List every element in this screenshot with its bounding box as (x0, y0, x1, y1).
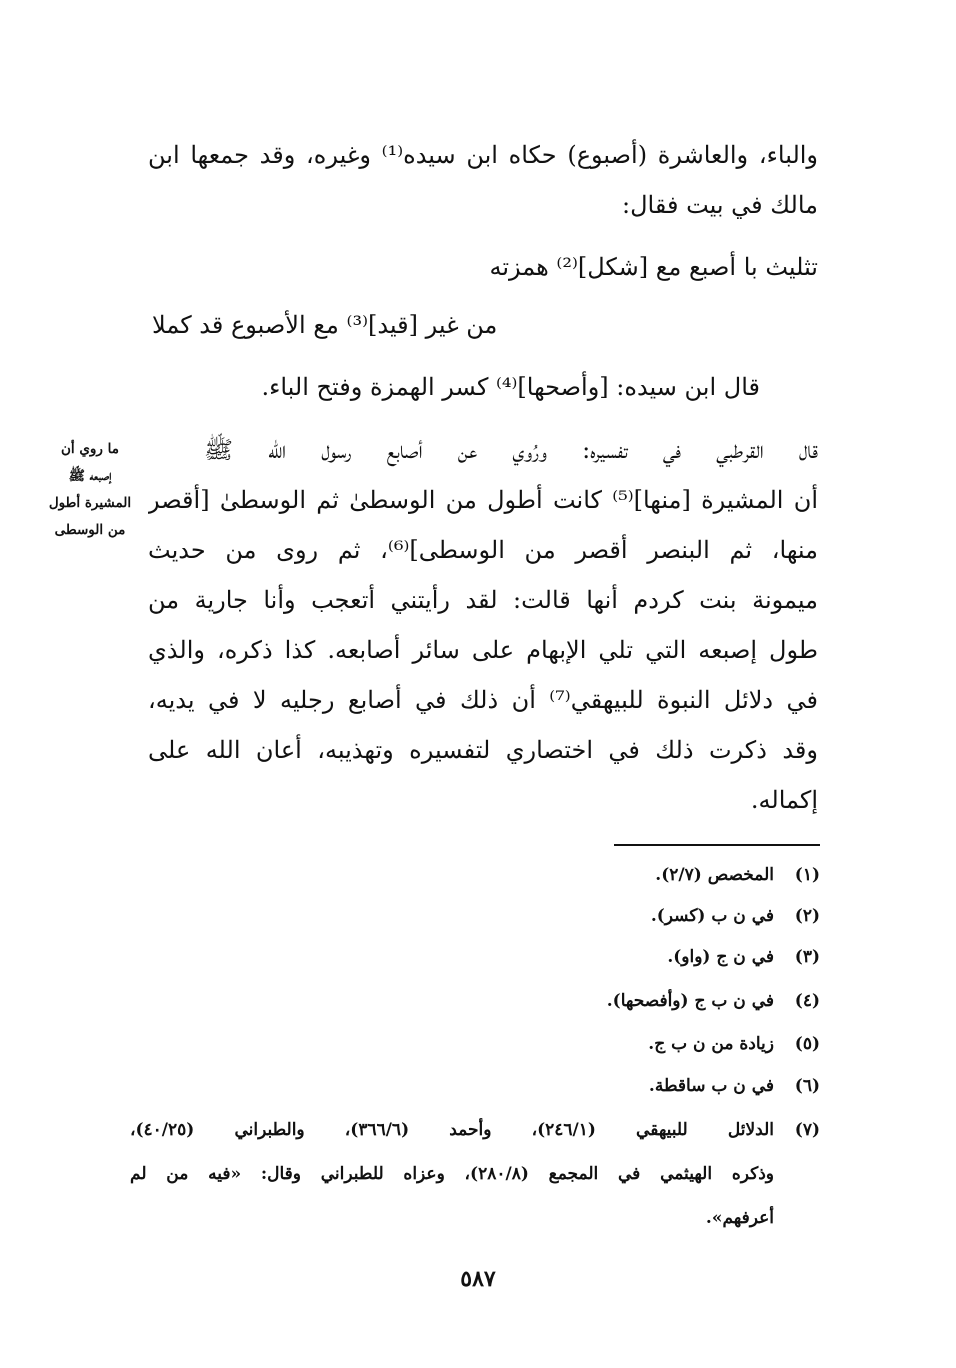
body-line: منها، ثم البنصر أقصر من الوسطى]⁽⁶⁾، ثم روى من حديث (148, 536, 818, 564)
footnote-text: المخصص (٢/٧). (655, 865, 774, 885)
margin-note (34, 436, 146, 544)
footnote-continuation: أعرفهم». (705, 1208, 774, 1228)
body-line: وقد ذكرت ذلك في اختصاري لتفسيره وتهذيبه، أعان الله على (148, 736, 818, 764)
footnote-number: (٦) (794, 1076, 820, 1096)
footnote-text: الدلائل للبيهقي (٢٤٦/١)، وأحمد (٣٦٦/٦)، والطبراني (٤٠/٢٥)، (130, 1120, 774, 1140)
footnote-separator (614, 844, 820, 846)
body-line: في دلائل النبوة للبيهقي⁽⁷⁾ أن ذلك في أصابع رجليه لا في يديه، (148, 686, 818, 714)
quote-line: قال ابن سيده: [وأصحها]⁽⁴⁾ كسر الهمزة وفتح الباء. (261, 373, 760, 401)
footnote-number: (٤) (794, 991, 820, 1011)
body-line: قال القرطبي في تفسيره: ورُوي عن أصابع رسول الله ﷺ (204, 436, 818, 464)
margin-note-line: إصبعه ﷺ (68, 468, 112, 484)
footnote-text: في ن ب ساقطة. (648, 1076, 774, 1096)
body-line: مالك في بيت فقال: (621, 191, 818, 219)
footnote-text: في ن ب ج (وأفصحها). (606, 991, 774, 1011)
body-line: إكماله. (750, 786, 818, 814)
footnote-continuation: وذكره الهيثمي في المجمع (٢٨٠/٨)، وعزاه للطبراني وقال: «فيه من لم (130, 1164, 774, 1184)
footnote-number: (١) (794, 865, 820, 885)
body-line: طول إصبعه التي تلي الإبهام على سائر أصابعه. كذا ذكره، والذي (148, 636, 818, 664)
margin-note-line: ما روي أن (60, 441, 119, 457)
footnote-text: في ن ج (واو). (667, 947, 774, 967)
body-line: والباء، والعاشرة (أصبوع) حكاه ابن سيده⁽¹⁾ وغيره، وقد جمعها ابن (148, 141, 818, 169)
page-number: ٥٨٧ (460, 1266, 496, 1292)
margin-note-line: المشيرة أطول (48, 495, 132, 511)
body-line: أن المشيرة [منها]⁽⁵⁾ كانت أطول من الوسطىٰ ثم الوسطىٰ [أقصر (148, 486, 818, 514)
margin-note-line: من الوسطى (54, 522, 126, 538)
footnote-number: (٣) (794, 947, 820, 967)
footnote-number: (٧) (794, 1120, 820, 1140)
footnote-text: في ن ب (كسر). (650, 906, 774, 926)
verse-first-hemistich: تثليث با أصبع مع [شكل]⁽²⁾ همزته (489, 253, 818, 281)
footnote-number: (٢) (794, 906, 820, 926)
verse-second-hemistich: من غير [قيد]⁽³⁾ مع الأصبوع قد كملا (152, 311, 498, 339)
body-line: ميمونة بنت كردم أنها قالت: لقد رأيتني أتعجب وأنا جارية من (148, 586, 818, 614)
footnote-text: زيادة من ن ب ج. (648, 1034, 774, 1054)
footnote-number: (٥) (794, 1034, 820, 1054)
